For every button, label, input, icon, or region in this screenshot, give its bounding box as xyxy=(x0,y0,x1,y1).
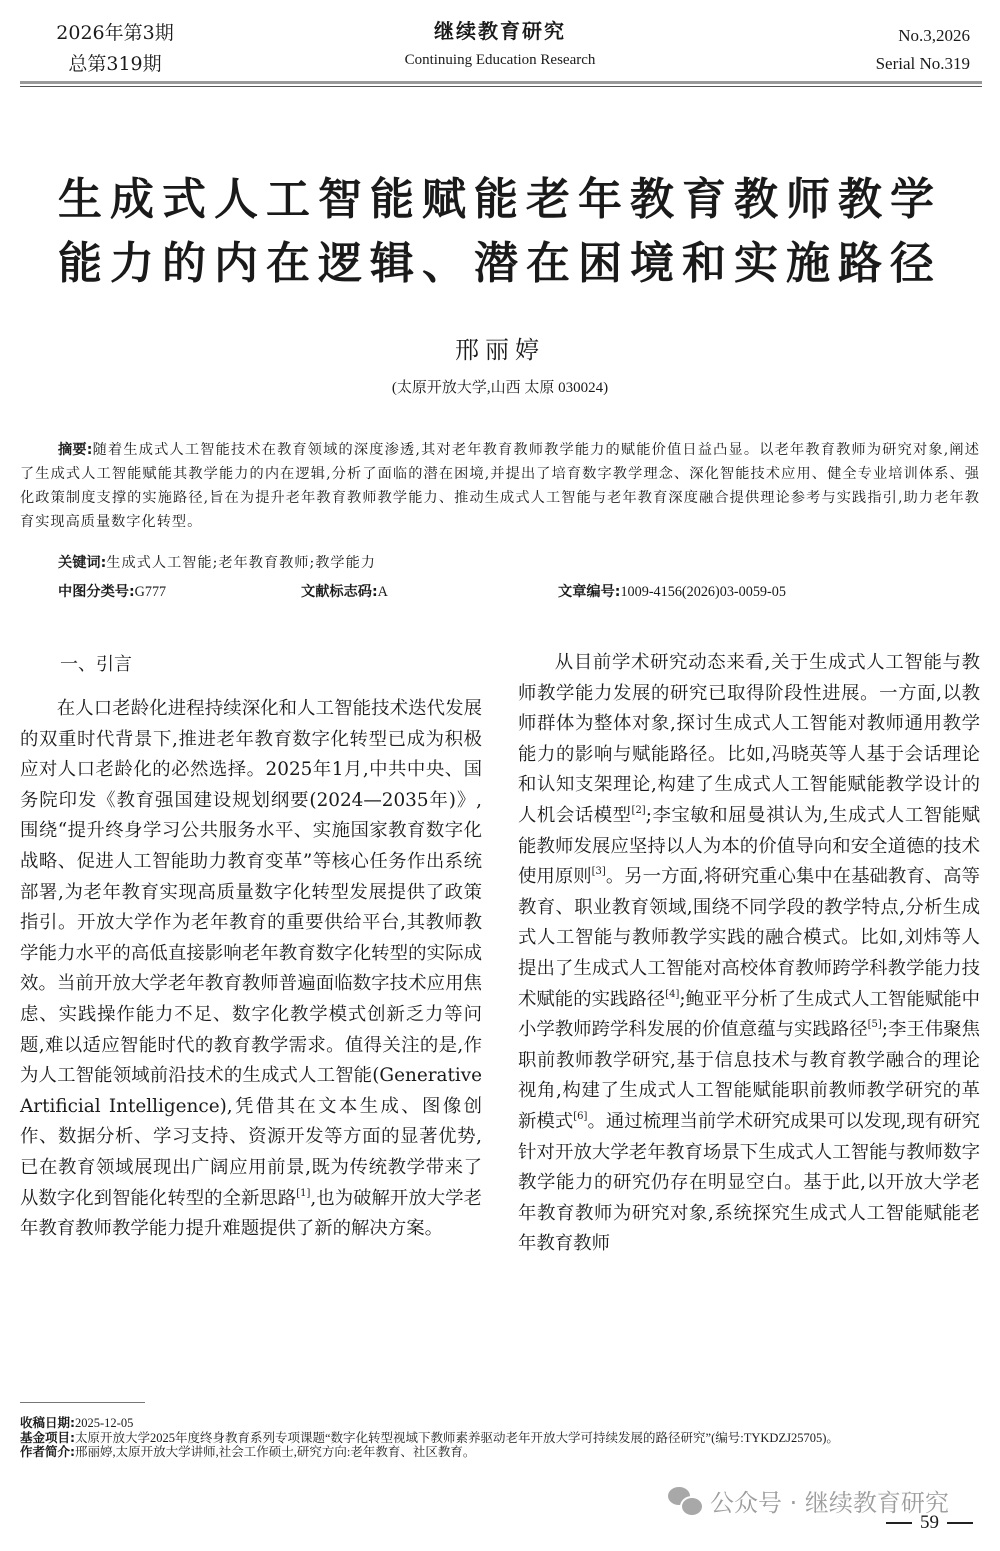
citation-ref[interactable]: [6] xyxy=(573,1110,588,1122)
issue-en: No.3,2026 xyxy=(898,26,970,45)
clc-label: 中图分类号: xyxy=(58,584,135,600)
clc-number xyxy=(58,580,166,604)
issue-info-en xyxy=(810,22,970,78)
doc-code-value: A xyxy=(377,584,388,600)
paragraph-text: 在人口老龄化进程持续深化和人工智能技术迭代发展的双重时代背景下,推进老年教育数字化转型已成为积极应对人口老龄化的必然选择。2025年1月,中共中央、国务院印发《教育强国建设规划纲要(2024—2035年)》,围绕“提升终身学习公共服务水平、实施国家教育数字化战略、促进人工智能助力教育变革”等核心任务作出系统部署,为老年教育实现高质量数字化转型发展提供了政策指引。开放大学作为老年教育的重要供给平台,其教师教学能力水平的高低直接影响老年教育数字化转型的实际成效。当前开放大学老年教育教师普遍面临数字技术应用焦虑、实践操作能力不足、数字化教学模式创新乏力等问题,难以适应智能时代的教育教学需求。值得关注的是,作为人工智能领域前沿技术的生成式人工智能(Generative Artificial Intelligence),凭借其在文本生成、图像创作、数据分析、学习支持、资源开发等方面的显著优势,已在教育领域展现出广阔应用前景,既为传统教学带来了从数字化到智能化转型的全新思路 xyxy=(20,698,482,1209)
body-column-right xyxy=(518,648,980,1260)
document-code xyxy=(301,580,388,604)
serial-cn: 总第319期 xyxy=(68,53,162,75)
received-value: 2025-12-05 xyxy=(75,1416,134,1430)
paragraph xyxy=(518,648,980,1260)
paragraph-text: ;鲍亚平分析了生成式人工智能赋能中小学教师跨学科发展的价值意蕴与实践路径 xyxy=(518,988,980,1041)
fund-label: 基金项目: xyxy=(20,1429,75,1445)
issue-info-cn xyxy=(40,18,190,80)
page-number xyxy=(886,1512,973,1534)
doc-code-label: 文献标志码: xyxy=(301,584,378,600)
footnote-divider xyxy=(20,1402,145,1403)
dash-right xyxy=(947,1522,973,1524)
abstract xyxy=(20,438,980,534)
footnote-author xyxy=(20,1445,980,1460)
citation-ref[interactable]: [2] xyxy=(631,804,646,816)
paragraph-text: ,也为破解开放大学老年教育教师教学能力提升难题提供了新的解决方案。 xyxy=(20,1187,482,1240)
wechat-icon xyxy=(668,1487,702,1515)
paragraph-text: ;李王伟聚焦职前教师教学研究,基于信息技术与教育教学融合的理论视角,构建了生成式人工智能赋能职前教师教学研究的革新模式 xyxy=(518,1019,980,1132)
dash-left xyxy=(886,1522,912,1524)
issue-cn: 2026年第3期 xyxy=(56,22,174,44)
abstract-text: 随着生成式人工智能技术在教育领域的深度渗透,其对老年教育教师教学能力的赋能价值日益凸显。以老年教育教师为研究对象,阐述了生成式人工智能赋能其教学能力的内在逻辑,分析了面临的潜在困境,并提出了培育数字教学理念、深化智能技术应用、健全专业培训体系、强化政策制度支撑的实施路径,旨在为提升老年教育教师教学能力、推动生成式人工智能与老年教育深度融合提供理论参考与实践指引,助力老年教育实现高质量数字化转型。 xyxy=(20,442,980,530)
fund-value: 太原开放大学2025年度终身教育系列专项课题“数字化转型视域下教师素养驱动老年开放大学可持续发展的路径研究”(编号:TYKDZJ25705)。 xyxy=(75,1430,839,1445)
serial-en: Serial No.319 xyxy=(875,54,970,73)
article-no-value: 1009-4156(2026)03-0059-05 xyxy=(620,584,786,600)
paragraph xyxy=(20,694,482,1245)
watermark-text: 公众号 · 继续教育研究 xyxy=(710,1489,949,1517)
paragraph-text: 。通过梳理当前学术研究成果可以发现,现有研究针对开放大学老年教育场景下生成式人工智能与教师数字教学能力的研究仍存在明显空白。基于此,以开放大学老年教育教师为研究对象,系统探究生成式人工智能赋能老年教育教师 xyxy=(518,1110,980,1255)
author-affiliation: (太原开放大学,山西 太原 030024) xyxy=(391,380,609,396)
article-title xyxy=(20,168,980,296)
author-bio-value: 邢丽婷,太原开放大学讲师,社会工作硕士,研究方向:老年教育、社区教育。 xyxy=(75,1445,476,1459)
keywords-label: 关键词: xyxy=(58,555,107,571)
body-column-left xyxy=(20,650,482,1245)
citation-ref[interactable]: [3] xyxy=(591,866,606,878)
received-label: 收稿日期: xyxy=(20,1415,75,1430)
article-no-label: 文章编号: xyxy=(558,584,621,600)
journal-masthead xyxy=(330,16,670,74)
title-line-1: 生成式人工智能赋能老年教育教师教学 xyxy=(58,174,942,225)
clc-value: G777 xyxy=(134,584,167,600)
paragraph-text: 从目前学术研究动态来看,关于生成式人工智能与教师教学能力发展的研究已取得阶段性进展。一方面,以教师群体为整体对象,探讨生成式人工智能对教师通用教学能力的影响与赋能路径。比如,冯晓英等人基于会话理论和认知支架理论,构建了生成式人工智能赋能教学设计的人机会话模型 xyxy=(518,652,980,826)
footnotes xyxy=(20,1416,980,1460)
author-bio-label: 作者简介: xyxy=(20,1444,75,1459)
author-name: 邢丽婷 xyxy=(455,336,545,364)
footnote-received xyxy=(20,1416,980,1431)
title-line-2: 能力的内在逻辑、潜在困境和实施路径 xyxy=(58,238,942,289)
journal-name-cn: 继续教育研究 xyxy=(434,19,566,43)
footnote-fund xyxy=(20,1431,980,1446)
article-number xyxy=(558,580,786,604)
citation-ref[interactable]: [5] xyxy=(867,1019,882,1031)
paragraph-text: ;李宝敏和屈曼祺认为,生成式人工智能赋能教师发展应坚持以人为本的价值导向和安全道德的技术使用原则 xyxy=(518,804,980,888)
citation-ref[interactable]: [4] xyxy=(665,988,680,1000)
section-heading: 一、引言 xyxy=(60,654,132,675)
abstract-label: 摘要: xyxy=(58,442,93,458)
header-rule-thick xyxy=(20,81,982,84)
citation-ref[interactable]: [1] xyxy=(296,1187,311,1199)
page-number-value: 59 xyxy=(920,1512,939,1533)
keywords xyxy=(58,551,376,575)
keywords-text: 生成式人工智能;老年教育教师;教学能力 xyxy=(106,555,376,571)
journal-name-en: Continuing Education Research xyxy=(404,52,596,68)
header-rule-thin xyxy=(20,86,982,87)
paragraph-text: 。另一方面,将研究重心集中在基础教育、高等教育、职业教育领域,围绕不同学段的教学特点,分析生成式人工智能与教师教学实践的融合模式。比如,刘炜等人提出了生成式人工智能对高校体育教师跨学科教学能力技术赋能的实践路径 xyxy=(518,866,980,1010)
